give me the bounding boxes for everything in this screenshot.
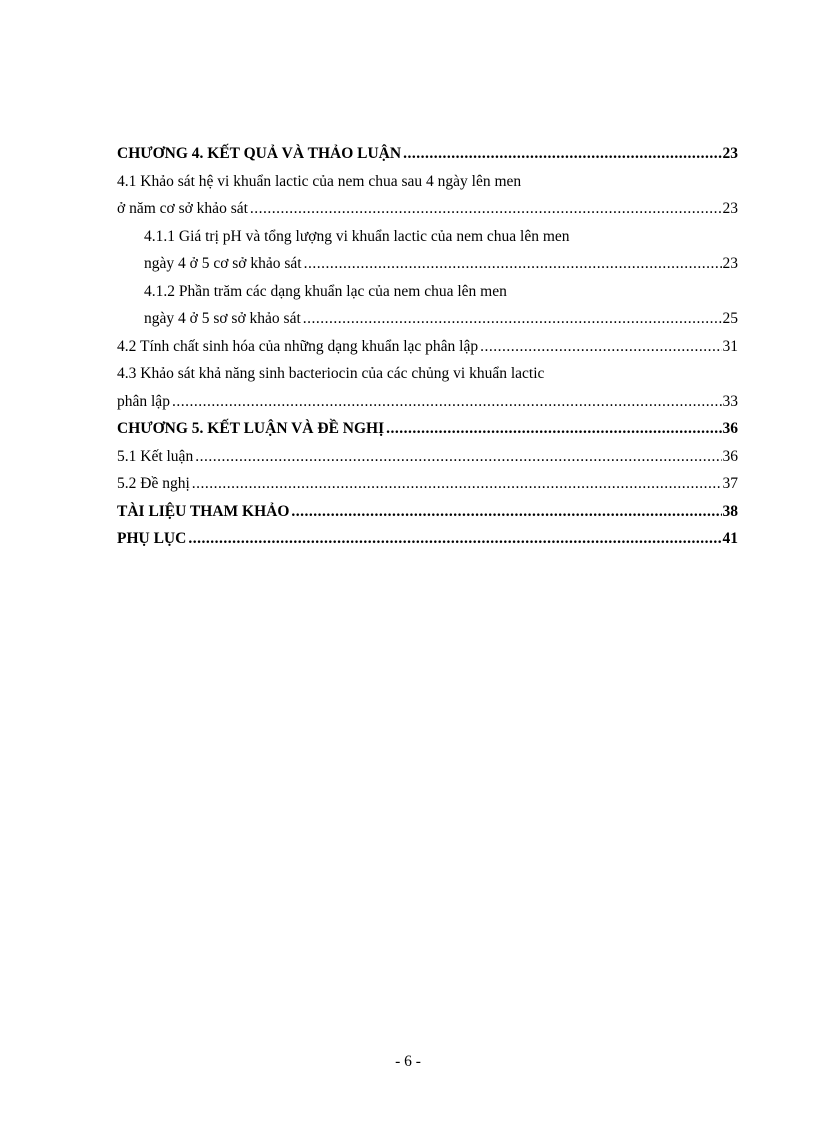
toc-entry-4-3-line2[interactable] — [117, 388, 738, 416]
dot-leader — [188, 525, 721, 553]
toc-page-number: 23 — [722, 255, 738, 272]
dot-leader — [403, 140, 721, 168]
toc-entry-4-1-1-line1[interactable] — [117, 223, 738, 251]
toc-entry-label: 4.2 Tính chất sinh hóa của những dạng khuẩn lạc phân lập — [117, 337, 479, 355]
toc-entry-references[interactable] — [117, 498, 738, 526]
toc-page-number: 37 — [722, 475, 738, 492]
toc-entry-chapter-5[interactable] — [117, 415, 738, 443]
toc-entry-label: 4.1 Khảo sát hệ vi khuẩn lactic của nem chua sau 4 ngày lên men — [117, 172, 522, 190]
toc-entry-chapter-4[interactable] — [117, 140, 738, 168]
toc-entry-5-1[interactable] — [117, 443, 738, 471]
toc-entry-4-1-1-line2[interactable] — [117, 250, 738, 278]
toc-entry-label: 5.1 Kết luận — [117, 447, 194, 465]
toc-page-number: 23 — [722, 200, 738, 217]
dot-leader — [480, 333, 721, 361]
toc-entry-4-3-line1[interactable] — [117, 360, 738, 388]
toc-entry-4-1-line1[interactable] — [117, 168, 738, 196]
toc-entry-label: TÀI LIỆU THAM KHẢO — [117, 502, 290, 520]
toc-page-number: 38 — [722, 502, 738, 520]
toc-entry-4-1-2-line2[interactable] — [117, 305, 738, 333]
dot-leader — [291, 498, 721, 526]
dot-leader — [304, 250, 722, 278]
toc-entry-label: CHƯƠNG 5. KẾT LUẬN VÀ ĐỀ NGHỊ — [117, 420, 385, 437]
toc-entry-label: 5.2 Đề nghị — [117, 475, 190, 492]
toc-page-number: 41 — [722, 530, 738, 547]
toc-entry-4-2[interactable] — [117, 333, 738, 361]
toc-entry-label: ngày 4 ở 5 cơ sở khảo sát — [144, 255, 302, 272]
toc-entry-appendix[interactable] — [117, 525, 738, 553]
toc-page-number: 23 — [722, 145, 738, 162]
toc-entry-4-1-line2[interactable] — [117, 195, 738, 223]
toc-entry-4-1-2-line1[interactable] — [117, 278, 738, 306]
page-number-footer: - 6 - — [395, 1053, 421, 1070]
toc-page-number: 31 — [722, 337, 738, 355]
toc-entry-label: ở năm cơ sở khảo sát — [117, 200, 248, 217]
dot-leader — [192, 470, 722, 498]
toc-entry-label: 4.3 Khảo sát khả năng sinh bacteriocin của các chủng vi khuẩn lactic — [117, 365, 545, 382]
toc-page-number: 36 — [722, 447, 738, 465]
toc-page-number: 36 — [722, 420, 738, 437]
toc-page-number: 25 — [722, 310, 738, 327]
dot-leader — [195, 443, 721, 471]
dot-leader — [386, 415, 721, 443]
toc-entry-label: 4.1.1 Giá trị pH và tổng lượng vi khuẩn lactic của nem chua lên men — [144, 227, 570, 245]
toc-entry-label: CHƯƠNG 4. KẾT QUẢ VÀ THẢO LUẬN — [117, 145, 402, 162]
dot-leader — [172, 388, 722, 416]
toc-entry-label: 4.1.2 Phần trăm các dạng khuẩn lạc của nem chua lên men — [144, 282, 507, 300]
dot-leader — [303, 305, 722, 333]
toc-entry-label: PHỤ LỤC — [117, 530, 187, 547]
toc-entry-5-2[interactable] — [117, 470, 738, 498]
dot-leader — [250, 195, 722, 223]
toc-entry-label: phân lập — [117, 392, 170, 410]
toc-page-number: 33 — [722, 392, 738, 410]
table-of-contents — [117, 140, 738, 553]
toc-entry-label: ngày 4 ở 5 sơ sở khảo sát — [144, 310, 301, 327]
